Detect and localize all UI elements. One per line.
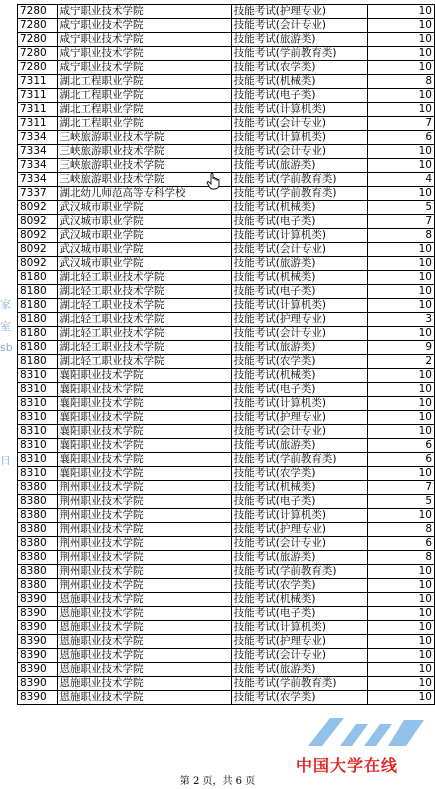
school-name-cell: 湖北轻工职业技术学院 [57,327,231,341]
school-code-cell: 7334 [18,145,58,159]
school-name-cell: 荆州职业技术学院 [57,579,231,593]
hand-cursor-icon [206,172,220,190]
count-cell: 10 [368,285,435,299]
table-row [18,257,435,271]
school-code-cell: 8390 [18,635,58,649]
school-code-cell: 7334 [18,173,58,187]
exam-type-cell: 技能考试(旅游类) [231,341,367,355]
exam-type-cell: 技能考试(会计专业) [231,327,367,341]
exam-type-cell: 技能考试(农学类) [231,691,367,705]
table-row [18,383,435,397]
exam-type-cell: 技能考试(旅游类) [231,663,367,677]
exam-type-cell: 技能考试(学前教育类) [231,187,367,201]
table-row [18,593,435,607]
school-name-cell: 襄阳职业技术学院 [57,369,231,383]
school-code-cell: 8092 [18,243,58,257]
exam-type-cell: 技能考试(学前教育类) [231,47,367,61]
school-name-cell: 恩施职业技术学院 [57,677,231,691]
table-row [18,663,435,677]
exam-type-cell: 技能考试(会计专业) [231,145,367,159]
school-code-cell: 8380 [18,481,58,495]
table-row [18,355,435,369]
count-cell: 7 [368,117,435,131]
school-code-cell: 8390 [18,691,58,705]
school-name-cell: 湖北轻工职业技术学院 [57,299,231,313]
school-name-cell: 襄阳职业技术学院 [57,411,231,425]
count-cell: 10 [368,33,435,47]
exam-type-cell: 技能考试(学前教育类) [231,677,367,691]
table-row [18,117,435,131]
count-cell: 10 [368,383,435,397]
table-row [18,551,435,565]
school-code-cell: 8180 [18,341,58,355]
exam-type-cell: 技能考试(计算机类) [231,397,367,411]
exam-type-cell: 技能考试(计算机类) [231,509,367,523]
count-cell: 10 [368,593,435,607]
school-name-cell: 恩施职业技术学院 [57,607,231,621]
school-name-cell: 襄阳职业技术学院 [57,425,231,439]
count-cell: 10 [368,411,435,425]
count-cell: 10 [368,327,435,341]
count-cell: 10 [368,467,435,481]
school-name-cell: 襄阳职业技术学院 [57,383,231,397]
school-code-cell: 8380 [18,523,58,537]
count-cell: 10 [368,47,435,61]
table-row [18,565,435,579]
school-code-cell: 8180 [18,355,58,369]
school-code-cell: 8390 [18,593,58,607]
school-code-cell: 7280 [18,19,58,33]
school-code-cell: 7337 [18,187,58,201]
exam-type-cell: 技能考试(旅游类) [231,33,367,47]
exam-type-cell: 技能考试(电子类) [231,215,367,229]
school-code-cell: 7311 [18,117,58,131]
table-row [18,215,435,229]
table-row [18,103,435,117]
exam-type-cell: 技能考试(电子类) [231,285,367,299]
table-row [18,89,435,103]
count-cell: 4 [368,173,435,187]
count-cell: 10 [368,145,435,159]
exam-type-cell: 技能考试(学前教育类) [231,565,367,579]
table-row [18,467,435,481]
school-code-cell: 8380 [18,537,58,551]
school-name-cell: 武汉城市职业学院 [57,229,231,243]
school-code-cell: 8092 [18,229,58,243]
exam-type-cell: 技能考试(护理专业) [231,635,367,649]
school-name-cell: 武汉城市职业学院 [57,201,231,215]
school-name-cell: 恩施职业技术学院 [57,593,231,607]
school-name-cell: 荆州职业技术学院 [57,523,231,537]
exam-type-cell: 技能考试(电子类) [231,89,367,103]
school-code-cell: 8380 [18,509,58,523]
school-name-cell: 襄阳职业技术学院 [57,453,231,467]
school-name-cell: 三峡旅游职业技术学院 [57,159,231,173]
left-watermark-char: 室 [0,320,11,333]
exam-type-cell: 技能考试(机械类) [231,201,367,215]
exam-type-cell: 技能考试(护理专业) [231,523,367,537]
school-code-cell: 7280 [18,5,58,19]
school-name-cell: 湖北轻工职业技术学院 [57,355,231,369]
table-row [18,453,435,467]
table-row [18,229,435,243]
table-row [18,75,435,89]
school-name-cell: 湖北轻工职业技术学院 [57,271,231,285]
school-name-cell: 武汉城市职业学院 [57,257,231,271]
school-code-cell: 8310 [18,369,58,383]
table-row [18,369,435,383]
school-name-cell: 三峡旅游职业技术学院 [57,173,231,187]
school-code-cell: 8092 [18,215,58,229]
school-code-cell: 8380 [18,579,58,593]
count-cell: 10 [368,271,435,285]
exam-type-cell: 技能考试(护理专业) [231,313,367,327]
table-row [18,299,435,313]
exam-type-cell: 技能考试(旅游类) [231,257,367,271]
school-name-cell: 咸宁职业技术学院 [57,61,231,75]
exam-type-cell: 技能考试(机械类) [231,271,367,285]
count-cell: 10 [368,187,435,201]
school-name-cell: 湖北工程职业学院 [57,75,231,89]
count-cell: 10 [368,257,435,271]
school-name-cell: 武汉城市职业学院 [57,243,231,257]
count-cell: 10 [368,19,435,33]
school-code-cell: 8380 [18,495,58,509]
school-name-cell: 湖北幼儿师范高等专科学校 [57,187,231,201]
count-cell: 5 [368,201,435,215]
exam-type-cell: 技能考试(旅游类) [231,439,367,453]
count-cell: 7 [368,481,435,495]
count-cell: 10 [368,565,435,579]
school-name-cell: 湖北轻工职业技术学院 [57,313,231,327]
school-name-cell: 荆州职业技术学院 [57,537,231,551]
exam-type-cell: 技能考试(会计专业) [231,117,367,131]
count-cell: 8 [368,523,435,537]
school-code-cell: 8180 [18,271,58,285]
school-code-cell: 8310 [18,453,58,467]
exam-type-cell: 技能考试(学前教育类) [231,453,367,467]
exam-type-cell: 技能考试(会计专业) [231,243,367,257]
school-code-cell: 8180 [18,285,58,299]
count-cell: 10 [368,649,435,663]
count-cell: 10 [368,397,435,411]
count-cell: 10 [368,635,435,649]
count-cell: 10 [368,509,435,523]
school-code-cell: 8380 [18,551,58,565]
left-watermark-char: sb [0,341,13,354]
table-row [18,33,435,47]
table-row [18,327,435,341]
exam-type-cell: 技能考试(会计专业) [231,649,367,663]
exam-type-cell: 技能考试(会计专业) [231,425,367,439]
exam-type-cell: 技能考试(机械类) [231,481,367,495]
school-code-cell: 8092 [18,201,58,215]
school-code-cell: 7280 [18,33,58,47]
count-cell: 7 [368,215,435,229]
exam-type-cell: 技能考试(旅游类) [231,159,367,173]
table-row [18,61,435,75]
school-code-cell: 8310 [18,383,58,397]
school-name-cell: 咸宁职业技术学院 [57,19,231,33]
exam-type-cell: 技能考试(计算机类) [231,103,367,117]
school-code-cell: 8092 [18,257,58,271]
watermark-logo-icon [300,712,430,752]
school-name-cell: 咸宁职业技术学院 [57,47,231,61]
school-name-cell: 荆州职业技术学院 [57,481,231,495]
count-cell: 10 [368,607,435,621]
school-code-cell: 8180 [18,313,58,327]
school-name-cell: 恩施职业技术学院 [57,621,231,635]
table-row [18,481,435,495]
count-cell: 10 [368,61,435,75]
school-name-cell: 咸宁职业技术学院 [57,33,231,47]
table-row [18,537,435,551]
table-row [18,509,435,523]
table-row [18,145,435,159]
page-number-footer: 第 2 页，共 6 页 [179,776,256,787]
school-code-cell: 8390 [18,649,58,663]
school-code-cell: 8180 [18,299,58,313]
exam-type-cell: 技能考试(计算机类) [231,299,367,313]
exam-type-cell: 技能考试(旅游类) [231,551,367,565]
school-name-cell: 襄阳职业技术学院 [57,397,231,411]
count-cell: 5 [368,495,435,509]
school-code-cell: 7311 [18,89,58,103]
count-cell: 10 [368,621,435,635]
count-cell: 6 [368,131,435,145]
table-row [18,285,435,299]
exam-type-cell: 技能考试(电子类) [231,495,367,509]
count-cell: 6 [368,439,435,453]
exam-type-cell: 技能考试(农学类) [231,467,367,481]
count-cell: 10 [368,89,435,103]
school-name-cell: 武汉城市职业学院 [57,215,231,229]
school-name-cell: 三峡旅游职业技术学院 [57,131,231,145]
table-row [18,187,435,201]
count-cell: 2 [368,355,435,369]
exam-type-cell: 技能考试(护理专业) [231,5,367,19]
exam-type-cell: 技能考试(农学类) [231,579,367,593]
school-name-cell: 恩施职业技术学院 [57,649,231,663]
table-row [18,159,435,173]
school-code-cell: 7311 [18,103,58,117]
school-code-cell: 8390 [18,677,58,691]
school-code-cell: 7334 [18,159,58,173]
school-code-cell: 7311 [18,75,58,89]
exam-type-cell: 技能考试(机械类) [231,593,367,607]
exam-type-cell: 技能考试(计算机类) [231,229,367,243]
left-watermark-char: 家 [0,298,11,311]
count-cell: 10 [368,369,435,383]
school-name-cell: 湖北工程职业学院 [57,89,231,103]
table-row [18,439,435,453]
watermark-brand-text: 中国大学在线 [296,756,399,775]
table-row [18,495,435,509]
table-row [18,5,435,19]
exam-type-cell: 技能考试(农学类) [231,61,367,75]
table-row [18,425,435,439]
table-row [18,411,435,425]
table-row [18,635,435,649]
exam-type-cell: 技能考试(计算机类) [231,131,367,145]
score-table [17,4,435,705]
count-cell: 10 [368,663,435,677]
table-row [18,19,435,33]
school-name-cell: 襄阳职业技术学院 [57,439,231,453]
school-code-cell: 8390 [18,607,58,621]
exam-type-cell: 技能考试(机械类) [231,75,367,89]
count-cell: 10 [368,579,435,593]
school-code-cell: 8310 [18,467,58,481]
count-cell: 10 [368,691,435,705]
table-row [18,313,435,327]
school-name-cell: 恩施职业技术学院 [57,663,231,677]
school-code-cell: 8310 [18,411,58,425]
school-name-cell: 荆州职业技术学院 [57,509,231,523]
exam-type-cell: 技能考试(学前教育类) [231,173,367,187]
school-name-cell: 湖北轻工职业技术学院 [57,341,231,355]
score-table-body [18,5,435,705]
table-row [18,677,435,691]
table-row [18,47,435,61]
exam-type-cell: 技能考试(计算机类) [231,621,367,635]
table-row [18,173,435,187]
count-cell: 8 [368,229,435,243]
count-cell: 6 [368,453,435,467]
school-name-cell: 荆州职业技术学院 [57,565,231,579]
school-code-cell: 8310 [18,425,58,439]
school-name-cell: 咸宁职业技术学院 [57,5,231,19]
school-name-cell: 三峡旅游职业技术学院 [57,145,231,159]
exam-type-cell: 技能考试(会计专业) [231,19,367,33]
table-row [18,579,435,593]
table-row [18,131,435,145]
count-cell: 10 [368,425,435,439]
table-row [18,201,435,215]
exam-type-cell: 技能考试(会计专业) [231,537,367,551]
exam-type-cell: 技能考试(电子类) [231,383,367,397]
school-code-cell: 7280 [18,47,58,61]
table-row [18,621,435,635]
school-code-cell: 8390 [18,621,58,635]
table-row [18,243,435,257]
table-row [18,271,435,285]
school-name-cell: 荆州职业技术学院 [57,551,231,565]
table-row [18,523,435,537]
table-row [18,649,435,663]
school-name-cell: 恩施职业技术学院 [57,691,231,705]
count-cell: 9 [368,341,435,355]
school-name-cell: 襄阳职业技术学院 [57,467,231,481]
school-name-cell: 湖北轻工职业技术学院 [57,285,231,299]
count-cell: 10 [368,103,435,117]
count-cell: 10 [368,677,435,691]
school-code-cell: 8180 [18,327,58,341]
count-cell: 8 [368,551,435,565]
school-name-cell: 恩施职业技术学院 [57,635,231,649]
school-name-cell: 湖北工程职业学院 [57,117,231,131]
school-code-cell: 8310 [18,397,58,411]
table-row [18,691,435,705]
exam-type-cell: 技能考试(护理专业) [231,411,367,425]
school-name-cell: 荆州职业技术学院 [57,495,231,509]
table-row [18,341,435,355]
left-watermark-char: 日 [0,454,11,467]
table-row [18,397,435,411]
school-name-cell: 湖北工程职业学院 [57,103,231,117]
count-cell: 10 [368,159,435,173]
school-code-cell: 8380 [18,565,58,579]
exam-type-cell: 技能考试(电子类) [231,607,367,621]
school-code-cell: 7334 [18,131,58,145]
count-cell: 10 [368,5,435,19]
count-cell: 8 [368,75,435,89]
count-cell: 10 [368,299,435,313]
school-code-cell: 7280 [18,61,58,75]
school-code-cell: 8390 [18,663,58,677]
exam-type-cell: 技能考试(农学类) [231,355,367,369]
count-cell: 3 [368,313,435,327]
school-code-cell: 8310 [18,439,58,453]
count-cell: 10 [368,243,435,257]
table-row [18,607,435,621]
count-cell: 6 [368,537,435,551]
exam-type-cell: 技能考试(机械类) [231,369,367,383]
